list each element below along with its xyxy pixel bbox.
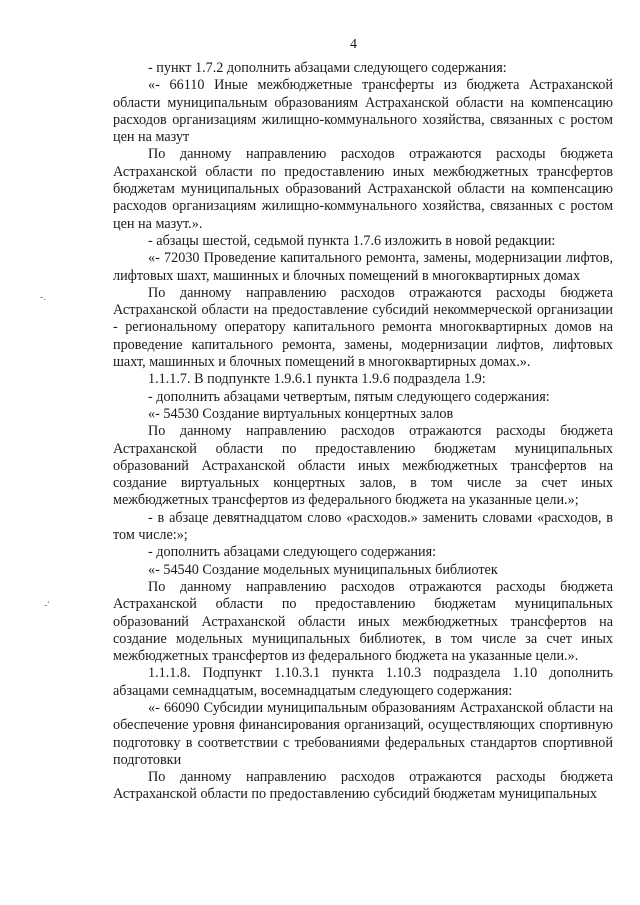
paragraph: - абзацы шестой, седьмой пункта 1.7.6 изложить в новой редакции: [148,232,556,249]
paragraph: По данному направлению расходов отражаются расходы бюджета Астраханской области по предоставлению иных межбюджетных трансфертов бюджетам муниципальных образований Астраханской области на компенсацию расходов организациям жилищно-коммунального хозяйства, связанных с ростом цен на мазут.». [113,146,613,232]
paragraph: По данному направлению расходов отражаются расходы бюджета Астраханской области на предоставление субсидий некоммерческой организации - региональному оператору капитального ремонта многоквартирных домов на проведение капитального ремонта, замены, модернизации лифтов, лифтовых шахт, машинных и блочных помещений в многоквартирных домах.». [113,284,613,371]
paragraph: По данному направлению расходов отражаются расходы бюджета Астраханской области по предоставлению бюджетам муниципальных образований Астраханской области иных межбюджетных трансфертов на создание модельных муниципальных библиотек, в том числе за счет иных межбюджетных трансфертов из федерального бюджета на указанные цели.». [113,578,613,665]
paragraph: 1.1.1.8. Подпункт 1.10.3.1 пункта 1.10.3 подраздела 1.10 дополнить абзацами семнадцатым, восемнадцатым следующего содержания: [113,665,613,699]
paragraph: - дополнить абзацами следующего содержания: [148,544,437,561]
paragraph: - в абзаце девятнадцатом слово «расходов.» заменить словами «расходов, в том числе:»; [113,509,613,544]
scan-mark: -' [44,600,50,611]
paragraph: «- 54530 Создание виртуальных концертных залов [148,405,454,422]
paragraph: - пункт 1.7.2 дополнить абзацами следующего содержания: [148,60,507,76]
paragraph: «- 66090 Субсидии муниципальным образованиям Астраханской области на обеспечение уровня финансирования организаций, осуществляющих спортивную подготовку в соответствии с требованиями федеральных стандартов спортивной подготовки [113,699,613,768]
paragraph: По данному направлению расходов отражаются расходы бюджета Астраханской области по предоставлению субсидий бюджетам муниципальных [113,769,613,803]
document-body [113,60,613,804]
page-number: 4 [350,37,357,52]
paragraph: «- 54540 Создание модельных муниципальных библиотек [148,561,498,578]
paragraph: 1.1.1.7. В подпункте 1.9.6.1 пункта 1.9.6 подраздела 1.9: [148,371,486,388]
paragraph: - дополнить абзацами четвертым, пятым следующего содержания: [148,388,550,405]
paragraph: «- 66110 Иные межбюджетные трансферты из бюджета Астраханской области муниципальным образованиям Астраханской области на компенсацию расходов организациям жилищно-коммунального хозяйства, связанных с ростом цен на мазут [113,77,613,146]
paragraph: По данному направлению расходов отражаются расходы бюджета Астраханской области по предоставлению бюджетам муниципальных образований Астраханской области иных межбюджетных трансфертов на создание виртуальных концертных залов, в том числе за счет иных межбюджетных трансфертов из федерального бюджета на указанные цели.»; [113,423,613,509]
scan-mark: -. [40,292,46,303]
paragraph: «- 72030 Проведение капитального ремонта, замены, модернизации лифтов, лифтовых шахт, машинных и блочных помещений в многоквартирных домах [113,250,613,284]
